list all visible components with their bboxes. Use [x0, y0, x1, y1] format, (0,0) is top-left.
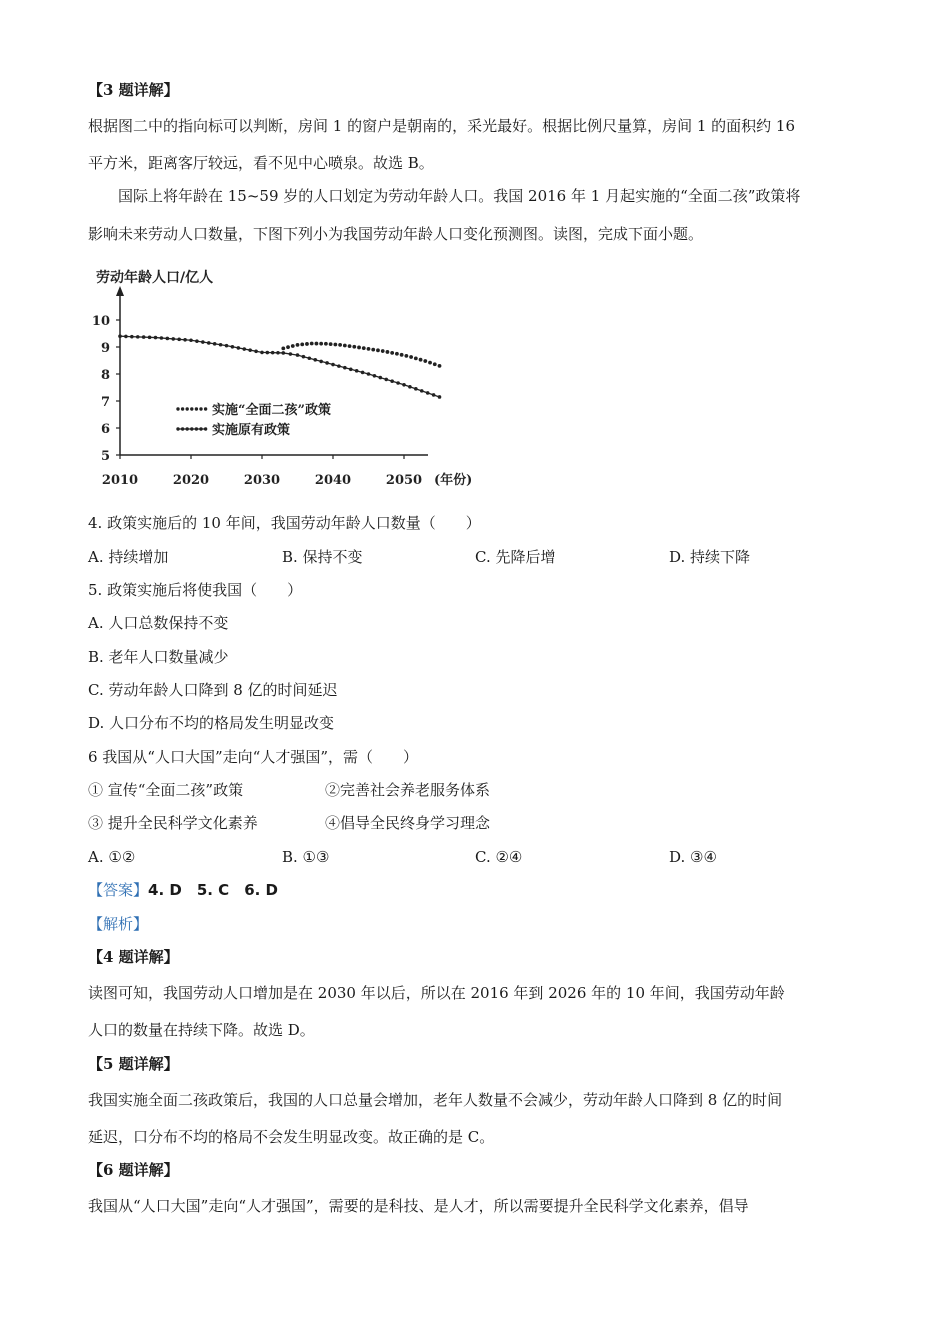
series-point-original: [426, 391, 430, 395]
x-tick-label: 2010: [101, 473, 139, 488]
series-point-two-child: [348, 344, 352, 348]
series-point-original: [408, 385, 412, 389]
series-point-two-child: [433, 362, 437, 366]
legend-label-policy: 实施“全面二孩”政策: [212, 403, 331, 418]
series-point-original: [219, 343, 223, 347]
series-point-two-child: [329, 342, 333, 346]
series-point-two-child: [281, 346, 285, 350]
series-point-two-child: [352, 345, 356, 349]
series-point-original: [313, 358, 317, 362]
series-point-original: [271, 351, 275, 355]
series-point-original: [237, 346, 241, 350]
series-point-original: [213, 342, 217, 346]
series-point-original: [118, 334, 122, 338]
q5-option-d[interactable]: D. 人口分布不均的格局发生明显改变: [88, 714, 335, 732]
x-tick-label: 2050: [385, 473, 423, 488]
series-point-original: [396, 381, 400, 385]
series-point-original: [160, 336, 164, 340]
chart-ylabel: 劳动年龄人口/亿人: [96, 270, 214, 286]
series-point-original: [154, 336, 158, 340]
intro-line2: 影响未来劳动人口数量，下图下列小为我国劳动年龄人口变化预测图。读图，完成下面小题。: [88, 225, 704, 243]
series-point-two-child: [428, 361, 432, 365]
q4-stem: 4. 政策实施后的 10 年间，我国劳动年龄人口数量（ ）: [88, 514, 481, 532]
legend-marker-two-child: [190, 407, 193, 410]
series-point-two-child: [414, 356, 418, 360]
series-point-two-child: [371, 348, 375, 352]
legend-marker-original: [176, 427, 179, 430]
series-point-two-child: [367, 347, 371, 351]
legend-marker-original: [181, 427, 184, 430]
legend-marker-two-child: [204, 407, 207, 410]
series-point-original: [361, 371, 365, 375]
series-point-original: [420, 389, 424, 393]
q6-item-3: ③ 提升全民科学文化素养: [88, 814, 258, 832]
series-point-original: [384, 378, 388, 382]
series-point-original: [355, 369, 359, 373]
x-tick-label: 2020: [172, 473, 210, 488]
series-point-original: [432, 393, 436, 397]
series-point-original: [171, 337, 175, 341]
x-tick-label: 2030: [243, 473, 281, 488]
series-point-original: [195, 339, 199, 343]
q6-item-2: ②完善社会养老服务体系: [325, 781, 491, 799]
series-point-two-child: [305, 342, 309, 346]
legend-marker-two-child: [186, 407, 189, 410]
series-point-original: [337, 364, 341, 368]
series-point-two-child: [338, 343, 342, 347]
series-point-original: [402, 383, 406, 387]
section5-heading: 【5 题详解】: [88, 1055, 179, 1073]
series-point-original: [207, 341, 211, 345]
series-point-original: [349, 367, 353, 371]
series-point-original: [142, 335, 146, 339]
q4-option-b[interactable]: B. 保持不变: [282, 548, 363, 566]
legend-marker-original: [199, 427, 202, 430]
series-point-two-child: [296, 343, 300, 347]
series-point-original: [183, 338, 187, 342]
q6-option-c[interactable]: C. ②④: [475, 848, 523, 866]
section4-line1: 读图可知，我国劳动人口增加是在 2030 年以后，所以在 2016 年到 2026 年的 10 年间，我国劳动年龄: [88, 984, 785, 1002]
series-point-original: [136, 335, 140, 339]
legend-marker-original: [186, 427, 189, 430]
series-point-two-child: [286, 345, 290, 349]
series-point-original: [124, 335, 128, 339]
series-point-two-child: [300, 342, 304, 346]
q6-option-a[interactable]: A. ①②: [88, 848, 136, 866]
legend-marker-original: [195, 427, 198, 430]
y-tick-label: 10: [91, 314, 110, 329]
series-point-original: [201, 340, 205, 344]
y-tick-label: 9: [100, 341, 110, 356]
q4-option-c[interactable]: C. 先降后增: [475, 548, 556, 566]
series-point-two-child: [386, 350, 390, 354]
series-point-two-child: [310, 342, 314, 346]
answer-value: 4. D 5. C 6. D: [148, 881, 278, 899]
series-point-two-child: [333, 343, 337, 347]
intro-line1: 国际上将年龄在 15~59 岁的人口划定为劳动年龄人口。我国 2016 年 1 月起实施的“全面二孩”政策将: [118, 187, 801, 205]
q6-option-b[interactable]: B. ①③: [282, 848, 330, 866]
section6-line1: 我国从“人口大国”走向“人才强国”，需要的是科技、是人才，所以需要提升全民科学文化素养，倡导: [88, 1197, 749, 1215]
series-point-two-child: [319, 342, 323, 346]
series-point-original: [254, 349, 258, 353]
section3-heading: 【3 题详解】: [88, 81, 179, 99]
series-point-original: [414, 387, 418, 391]
section4-heading: 【4 题详解】: [88, 948, 179, 966]
series-point-original: [276, 351, 280, 355]
series-point-original: [343, 366, 347, 370]
series-point-two-child: [315, 342, 319, 346]
series-point-original: [282, 351, 286, 355]
series-point-original: [373, 374, 377, 378]
chart-xlabel: (年份): [434, 473, 473, 488]
y-axis-arrow: [116, 286, 124, 296]
y-tick-label: 7: [100, 395, 110, 410]
legend-marker-two-child: [176, 407, 179, 410]
q4-option-d[interactable]: D. 持续下降: [669, 548, 751, 566]
series-point-two-child: [381, 349, 385, 353]
q5-option-a[interactable]: A. 人口总数保持不变: [88, 614, 229, 632]
legend-label-original: 实施原有政策: [212, 423, 291, 438]
series-point-two-child: [404, 354, 408, 358]
series-point-original: [260, 351, 264, 355]
series-point-two-child: [324, 342, 328, 346]
series-point-original: [319, 360, 323, 364]
legend-marker-two-child: [195, 407, 198, 410]
series-point-two-child: [362, 346, 366, 350]
series-point-original: [438, 395, 442, 399]
answer-line: [88, 880, 278, 900]
section3-line1: 根据图二中的指向标可以判断，房间 1 的窗户是朝南的，采光最好。根据比例尺量算，房间 1 的面积约 16: [88, 117, 796, 135]
y-tick-label: 5: [100, 449, 110, 464]
q5-option-b[interactable]: B. 老年人口数量减少: [88, 648, 229, 666]
series-point-two-child: [400, 353, 404, 357]
series-point-two-child: [409, 355, 413, 359]
series-line-original: [120, 336, 440, 397]
y-tick-label: 8: [100, 368, 110, 383]
q6-option-d[interactable]: D. ③④: [669, 848, 717, 866]
series-point-original: [367, 372, 371, 376]
section5-line2: 延迟，口分布不均的格局不会发生明显改变。故正确的是 C。: [88, 1128, 495, 1146]
series-point-original: [148, 336, 152, 340]
series-point-original: [189, 338, 193, 342]
answer-label: 【答案】: [88, 881, 149, 899]
series-point-original: [231, 345, 235, 349]
series-point-two-child: [395, 352, 399, 356]
legend-marker-two-child: [181, 407, 184, 410]
section6-heading: 【6 题详解】: [88, 1161, 179, 1179]
series-point-two-child: [423, 359, 427, 363]
series-point-original: [331, 363, 335, 367]
section3-line2: 平方米，距离客厅较远，看不见中心喷泉。故选 B。: [88, 154, 434, 172]
series-point-original: [308, 356, 312, 360]
q6-stem: 6 我国从“人口大国”走向“人才强国”，需（ ）: [88, 748, 418, 766]
series-point-two-child: [343, 344, 347, 348]
series-point-original: [379, 376, 383, 380]
series-point-original: [248, 348, 252, 352]
series-point-two-child: [291, 344, 295, 348]
legend-marker-two-child: [199, 407, 202, 410]
series-point-original: [325, 361, 329, 365]
q5-option-c[interactable]: C. 劳动年龄人口降到 8 亿的时间延迟: [88, 681, 338, 699]
series-point-two-child: [419, 358, 423, 362]
analysis-label: 【解析】: [88, 915, 149, 933]
legend-marker-original: [204, 427, 207, 430]
q6-item-1: ① 宣传“全面二孩”政策: [88, 781, 244, 799]
series-point-original: [242, 347, 246, 351]
series-point-two-child: [390, 351, 394, 355]
series-point-original: [177, 338, 181, 342]
q6-item-4: ④倡导全民终身学习理念: [325, 814, 491, 832]
y-tick-label: 6: [100, 422, 110, 437]
series-point-original: [296, 353, 300, 357]
series-point-original: [130, 335, 134, 339]
series-point-original: [390, 379, 394, 383]
series-point-original: [266, 351, 270, 355]
q5-stem: 5. 政策实施后将使我国（ ）: [88, 581, 303, 599]
series-point-original: [302, 355, 306, 359]
legend: [176, 402, 331, 438]
legend-marker-original: [190, 427, 193, 430]
series-point-two-child: [438, 364, 442, 368]
series-point-original: [289, 352, 293, 356]
series-point-original: [166, 337, 170, 341]
x-tick-label: 2040: [314, 473, 352, 488]
section4-line2: 人口的数量在持续下降。故选 D。: [88, 1021, 315, 1039]
labor-population-chart: [88, 262, 498, 494]
series-point-original: [225, 344, 229, 348]
series-point-two-child: [376, 348, 380, 352]
series-point-two-child: [357, 346, 361, 350]
q4-option-a[interactable]: A. 持续增加: [88, 548, 169, 566]
section5-line1: 我国实施全面二孩政策后，我国的人口总量会增加，老年人数量不会减少，劳动年龄人口降到 8 亿的时间: [88, 1091, 783, 1109]
